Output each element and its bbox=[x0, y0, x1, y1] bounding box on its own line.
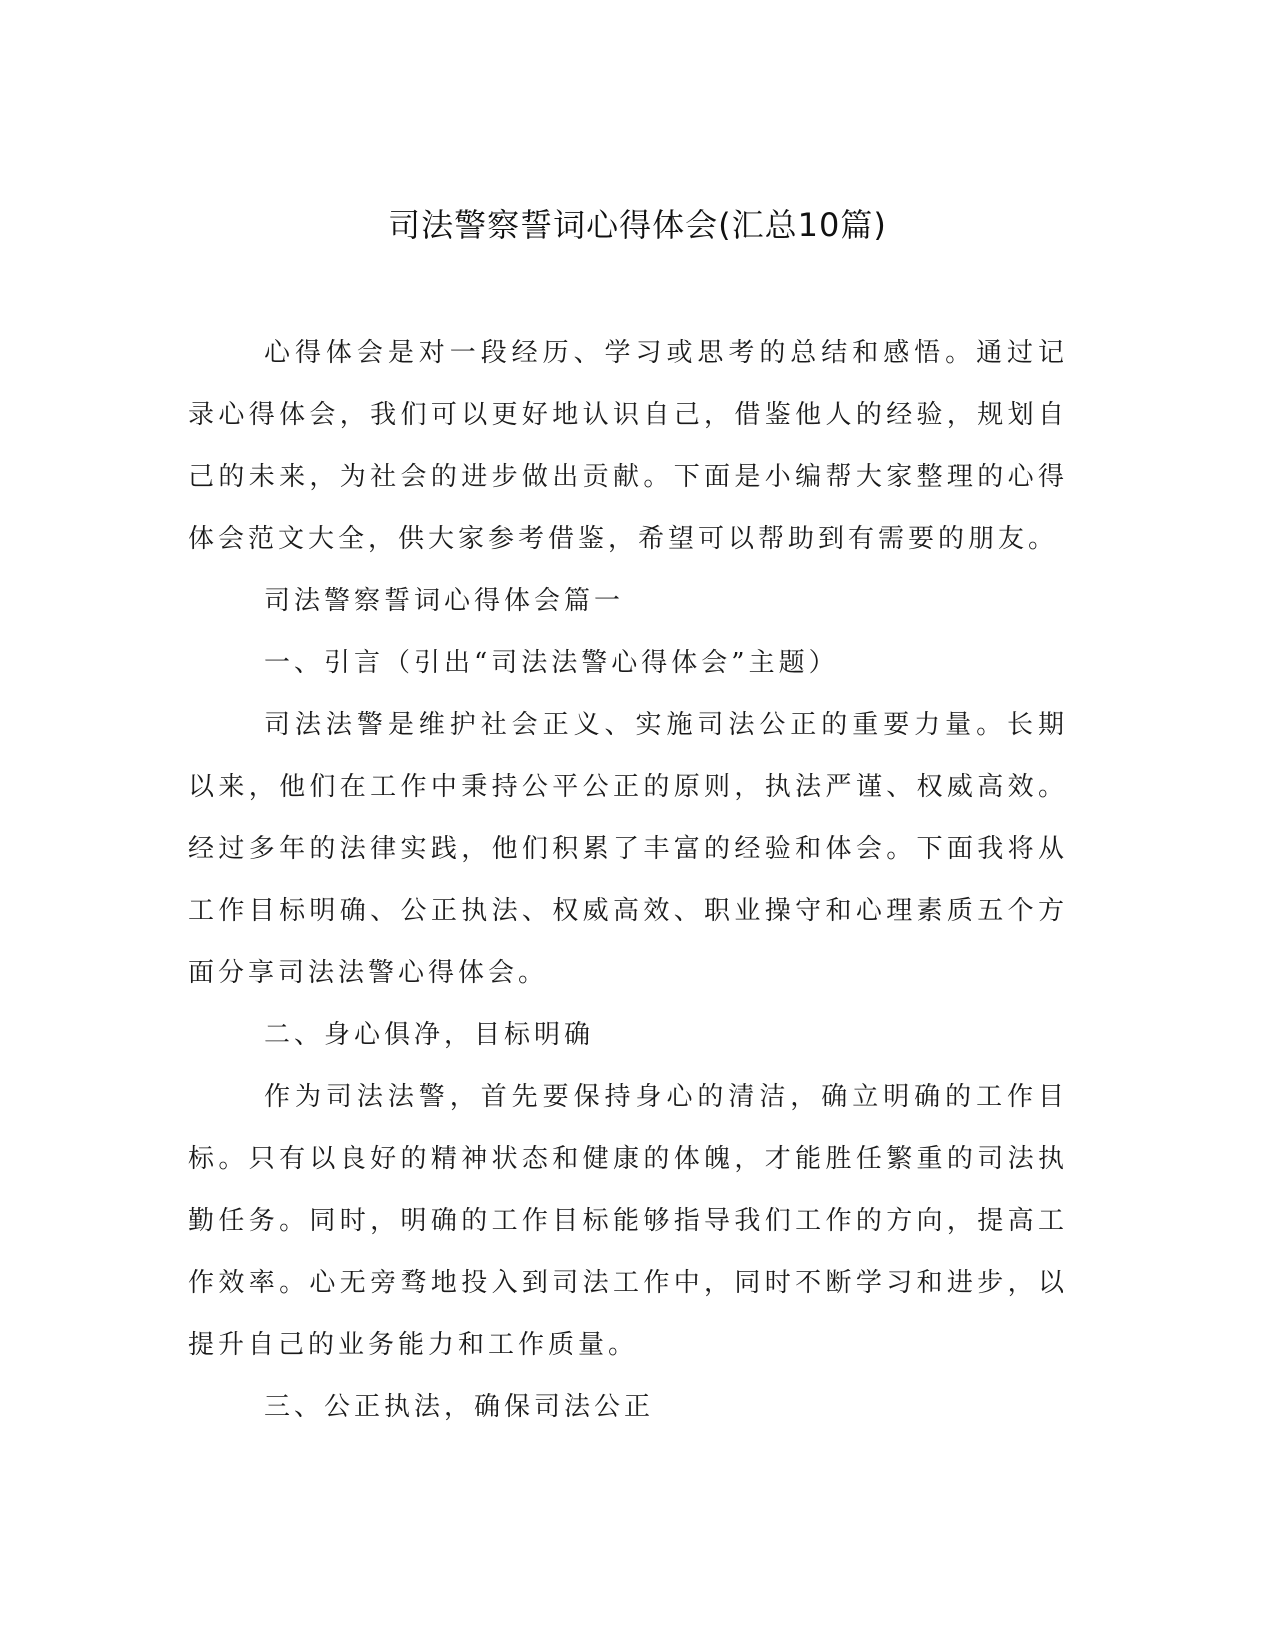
section-heading-introduction: 一、引言（引出“司法法警心得体会”主题） bbox=[264, 648, 839, 678]
section-heading-clear-goals: 二、身心俱净，目标明确 bbox=[264, 1020, 595, 1050]
section-heading-part-one: 司法警察誓词心得体会篇一 bbox=[264, 586, 625, 616]
document-title: 司法警察誓词心得体会(汇总10篇) bbox=[388, 206, 887, 244]
intro-paragraph: 心得体会是对一段经历、学习或思考的总结和感悟。通过记录心得体会，我们可以更好地认识自己，借鉴他人的经验，规划自己的未来，为社会的进步做出贡献。下面是小编帮大家整理的心得体会范文大全，供大家参考借鉴，希望可以帮助到有需要的朋友。 bbox=[188, 338, 1068, 554]
document-body bbox=[188, 322, 1068, 1438]
section-heading-fair-enforcement: 三、公正执法，确保司法公正 bbox=[264, 1392, 655, 1422]
paragraph-introduction: 司法法警是维护社会正义、实施司法公正的重要力量。长期以来，他们在工作中秉持公平公正的原则，执法严谨、权威高效。经过多年的法律实践，他们积累了丰富的经验和体会。下面我将从工作目标明确、公正执法、权威高效、职业操守和心理素质五个方面分享司法法警心得体会。 bbox=[188, 710, 1068, 988]
paragraph-clear-goals: 作为司法法警，首先要保持身心的清洁，确立明确的工作目标。只有以良好的精神状态和健康的体魄，才能胜任繁重的司法执勤任务。同时，明确的工作目标能够指导我们工作的方向，提高工作效率。心无旁骛地投入到司法工作中，同时不断学习和进步，以提升自己的业务能力和工作质量。 bbox=[188, 1082, 1068, 1360]
